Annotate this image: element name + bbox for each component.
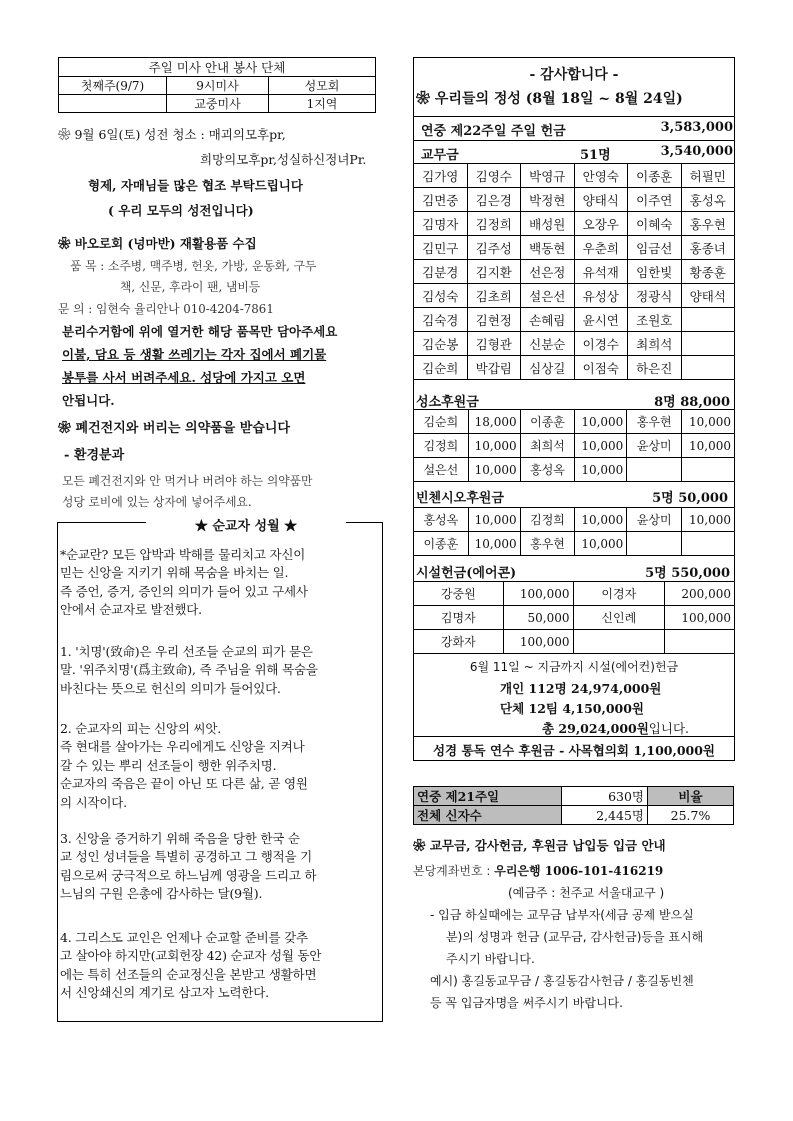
recycle-note4: 안됩니다. bbox=[62, 393, 115, 408]
gyomu-name-cell bbox=[681, 308, 735, 332]
gyomu-name-cell: 김지환 bbox=[467, 260, 521, 284]
martyr-p3: 2. 순교자의 피는 신앙의 씨앗. 즉 현대를 살아가는 우리에게도 신앙을 지켜나 갈 수 있는 뿌리 선조들이 행한 위주치명. 순교자의 죽음은 끝이 아닌 또 다른 삶, 곧 영원 의 시작이다. bbox=[60, 721, 308, 810]
sunday-offering-label: 연중 제22주일 주일 헌금 bbox=[421, 124, 566, 139]
facility-summary-total: 총 29,024,000원입니다. bbox=[542, 721, 689, 736]
vincent-name: 윤상미 bbox=[627, 508, 682, 532]
gyomu-row bbox=[414, 164, 735, 188]
deposit-note3: 주시기 바랍니다. bbox=[446, 952, 535, 966]
sunday-offering-amount: 3,583,000 bbox=[660, 120, 733, 135]
vincent-label: 빈첸시오후원금 bbox=[416, 491, 504, 506]
gyomu-name-cell: 조원호 bbox=[628, 308, 682, 332]
martyr-p2: 1. '치명'(致命)은 우리 선조들 순교의 피가 묻은 말. '위주치명'(爲主致命), 즉 주님을 위해 목숨을 바친다는 뜻으로 헌신의 의미가 들어있다. bbox=[60, 644, 318, 696]
facility-label: 시설헌금(에어콘) bbox=[416, 566, 517, 581]
vincent-amount: 10,000 bbox=[575, 508, 627, 532]
attendance-table bbox=[413, 786, 734, 825]
vincent-row bbox=[414, 532, 735, 556]
seongso-name: 이종훈 bbox=[520, 410, 575, 434]
seongso-amount: 18,000 bbox=[468, 410, 520, 434]
deposit-holder: (예금주 : 천주교 서울대교구 ) bbox=[508, 886, 665, 900]
gyomu-name-cell: 이경수 bbox=[574, 332, 628, 356]
stat-count: 630명 bbox=[562, 787, 648, 806]
gyomu-name-cell: 김초희 bbox=[467, 284, 521, 308]
seongso-name: 홍성옥 bbox=[520, 458, 575, 482]
seongso-name: 홍우현 bbox=[627, 410, 682, 434]
seongso-table bbox=[413, 409, 735, 482]
gyomu-row bbox=[414, 236, 735, 260]
vincent-total: 5명 50,000 bbox=[652, 491, 728, 506]
gyomu-name-cell: 김주성 bbox=[467, 236, 521, 260]
battery-line2: 성당 로비에 있는 상자에 넣어주세요. bbox=[62, 495, 252, 509]
bible-donation: 성경 통독 연수 후원금 - 사목협의회 1,100,000원 bbox=[432, 743, 715, 758]
seongso-amount: 10,000 bbox=[468, 434, 520, 458]
vincent-table bbox=[413, 507, 735, 556]
facility-name: 강화자 bbox=[414, 630, 504, 654]
mass-week bbox=[59, 95, 167, 113]
recycle-items: 품 목 : 소주병, 맥주병, 헌옷, 가방, 운동화, 구두 bbox=[70, 259, 317, 273]
mass-group: 1지역 bbox=[269, 95, 376, 113]
gyomu-name-cell: 신분순 bbox=[521, 332, 575, 356]
vincent-amount bbox=[682, 532, 735, 556]
gyomu-name-cell: 김성숙 bbox=[414, 284, 468, 308]
battery-title: ❀ 폐건전지와 버리는 의약품을 받습니다 bbox=[58, 421, 291, 436]
seongso-name: 설은선 bbox=[414, 458, 469, 482]
gyomu-name-cell: 홍종녀 bbox=[681, 236, 735, 260]
vincent-row bbox=[414, 508, 735, 532]
gyomu-amount: 3,540,000 bbox=[660, 144, 733, 159]
facility-summary-individual: 개인 112명 24,974,000원 bbox=[500, 681, 662, 696]
seongso-amount: 10,000 bbox=[682, 410, 735, 434]
gyomu-name-cell: 홍우현 bbox=[681, 212, 735, 236]
facility-summary-group: 단체 12팀 4,150,000원 bbox=[500, 701, 644, 716]
vincent-name: 홍우현 bbox=[520, 532, 575, 556]
gyomu-name-cell: 김명자 bbox=[414, 212, 468, 236]
gyomu-row bbox=[414, 284, 735, 308]
facility-amount: 100,000 bbox=[503, 582, 573, 606]
thanks-period: ❀ 우리들의 정성 (8월 18일 ~ 8월 24일) bbox=[416, 91, 683, 107]
recycle-note1: 분리수거함에 위에 열거한 해당 품목만 담아주세요 bbox=[62, 324, 338, 339]
deposit-account: 본당계좌번호 : 우리은행 1006-101-416219 bbox=[413, 864, 664, 878]
deposit-example: 예시) 홍길동교무금 / 홍길동감사헌금 / 홍길동빈첸 bbox=[430, 974, 694, 988]
stat-label: 연중 제21주일 bbox=[414, 787, 562, 806]
seongso-amount: 10,000 bbox=[575, 410, 627, 434]
gyomu-name-cell: 하은진 bbox=[628, 356, 682, 380]
gyomu-name-cell: 김분경 bbox=[414, 260, 468, 284]
gyomu-name-cell: 임한빛 bbox=[628, 260, 682, 284]
gyomu-name-cell: 유석재 bbox=[574, 260, 628, 284]
facility-total: 5명 550,000 bbox=[645, 566, 730, 581]
gyomu-name-cell: 이주연 bbox=[628, 188, 682, 212]
recycle-items-cont: 책, 신문, 후라이 팬, 냄비등 bbox=[120, 280, 261, 294]
gyomu-name-cell: 선은정 bbox=[521, 260, 575, 284]
seongso-label: 성소후원금 bbox=[416, 395, 479, 410]
gyomu-row bbox=[414, 308, 735, 332]
gyomu-name-cell: 김현정 bbox=[467, 308, 521, 332]
gyomu-name-cell: 김숙경 bbox=[414, 308, 468, 332]
mass-week: 첫째주(9/7) bbox=[59, 77, 167, 95]
seongso-row bbox=[414, 410, 735, 434]
mass-table-title: 주일 미사 안내 봉사 단체 bbox=[59, 58, 376, 77]
vincent-name: 김정희 bbox=[520, 508, 575, 532]
gyomu-name-cell: 김은경 bbox=[467, 188, 521, 212]
facility-row bbox=[414, 630, 735, 654]
gyomu-name-cell: 홍성옥 bbox=[681, 188, 735, 212]
facility-summary-title: 6월 11일 ~ 지금까지 시설(에어컨)헌금 bbox=[469, 660, 679, 674]
thanks-header: - 감사합니다 - bbox=[529, 67, 619, 83]
martyr-p1: *순교란? 모든 압박과 박해를 물리치고 자신이 믿는 신앙을 지키기 위해 목숨을 바치는 일. 즉 증언, 증거, 증인의 의미가 들어 있고 구세사 안에서 순교자로 발전했다. bbox=[60, 547, 308, 618]
gyomu-name-cell: 황종훈 bbox=[681, 260, 735, 284]
gyomu-name-cell: 박정현 bbox=[521, 188, 575, 212]
seongso-row bbox=[414, 458, 735, 482]
seongso-amount: 10,000 bbox=[468, 458, 520, 482]
facility-name: 이경자 bbox=[573, 582, 665, 606]
gyomu-name-cell: 최희석 bbox=[628, 332, 682, 356]
gyomu-name-cell: 우춘희 bbox=[574, 236, 628, 260]
vincent-name bbox=[627, 532, 682, 556]
battery-dept: - 환경분과 bbox=[64, 448, 125, 463]
gyomu-name-cell: 임금선 bbox=[628, 236, 682, 260]
stat-ratio: 25.7% bbox=[648, 806, 734, 825]
gyomu-name-cell: 오장우 bbox=[574, 212, 628, 236]
facility-amount: 200,000 bbox=[665, 582, 735, 606]
seongso-total: 8명 88,000 bbox=[654, 395, 730, 410]
gyomu-name-cell: 김순봉 bbox=[414, 332, 468, 356]
seongso-name bbox=[627, 458, 682, 482]
gyomu-name-cell: 배성원 bbox=[521, 212, 575, 236]
seongso-name: 윤상미 bbox=[627, 434, 682, 458]
battery-line1: 모든 폐건전지와 안 먹거나 버려야 하는 의약품만 bbox=[62, 474, 313, 488]
cleaning-request: 형제, 자매님들 많은 협조 부탁드립니다 bbox=[88, 178, 303, 193]
seongso-amount: 10,000 bbox=[575, 434, 627, 458]
gyomu-name-cell: 심상길 bbox=[521, 356, 575, 380]
cleaning-line2: 희망의모후pr,성실하신정녀Pr. bbox=[200, 152, 367, 167]
recycle-contact: 문 의 : 임현숙 율리안나 010-4204-7861 bbox=[58, 302, 274, 316]
gyomu-name-cell: 박영규 bbox=[521, 164, 575, 188]
seongso-amount: 10,000 bbox=[575, 458, 627, 482]
facility-name: 김명자 bbox=[414, 606, 504, 630]
gyomu-name-cell: 양태석 bbox=[681, 284, 735, 308]
gyomu-name-cell bbox=[681, 332, 735, 356]
gyomu-name-cell bbox=[681, 356, 735, 380]
gyomu-name-cell: 손혜림 bbox=[521, 308, 575, 332]
gyomu-name-cell: 설은선 bbox=[521, 284, 575, 308]
gyomu-name-cell: 김형관 bbox=[467, 332, 521, 356]
stat-label: 전체 신자수 bbox=[414, 806, 562, 825]
gyomu-row bbox=[414, 188, 735, 212]
recycle-note2: 이불, 담요 등 생활 쓰레기는 각자 집에서 폐기물 bbox=[62, 347, 327, 362]
deposit-note1: - 입금 하실때에는 교무금 납부자(세금 공제 받으실 bbox=[430, 908, 694, 922]
facility-name bbox=[573, 630, 665, 654]
seongso-amount: 10,000 bbox=[682, 434, 735, 458]
facility-table bbox=[413, 581, 735, 654]
facility-amount: 100,000 bbox=[503, 630, 573, 654]
gyomu-names-table bbox=[413, 163, 735, 380]
cleaning-line1: ❀ 9월 6일(토) 성전 청소 : 매괴의모후pr, bbox=[58, 127, 286, 142]
vincent-name: 이종훈 bbox=[414, 532, 469, 556]
gyomu-row bbox=[414, 356, 735, 380]
vincent-name: 홍성옥 bbox=[414, 508, 469, 532]
mass-schedule-table bbox=[58, 57, 376, 113]
facility-amount bbox=[665, 630, 735, 654]
gyomu-row bbox=[414, 212, 735, 236]
recycle-title: ❀ 바오로회 (넝마반) 재활용품 수집 bbox=[58, 236, 257, 251]
gyomu-name-cell: 김면중 bbox=[414, 188, 468, 212]
gyomu-label: 교무금 bbox=[421, 148, 459, 163]
gyomu-name-cell: 양태식 bbox=[574, 188, 628, 212]
martyr-p5: 4. 그리스도 교인은 언제나 순교할 준비를 갖추 고 살아야 하지만(교회헌장 42) 순교자 성월 동안 에는 특히 선조들의 순교정신을 본받고 생활하면 서 신앙쇄신의 계기로 삼고자 노력한다. bbox=[60, 930, 322, 1001]
vincent-amount: 10,000 bbox=[468, 508, 520, 532]
mass-time: 9시미사 bbox=[167, 77, 269, 95]
facility-name: 강중원 bbox=[414, 582, 504, 606]
stat-count: 2,445명 bbox=[562, 806, 648, 825]
gyomu-row bbox=[414, 332, 735, 356]
facility-amount: 100,000 bbox=[665, 606, 735, 630]
seongso-amount bbox=[682, 458, 735, 482]
gyomu-name-cell: 이점숙 bbox=[574, 356, 628, 380]
facility-name: 신인례 bbox=[573, 606, 665, 630]
vincent-amount: 10,000 bbox=[682, 508, 735, 532]
gyomu-name-cell: 윤시연 bbox=[574, 308, 628, 332]
deposit-note2: 분)의 성명과 헌금 (교무금, 감사헌금)등을 표시해 bbox=[446, 930, 704, 944]
gyomu-name-cell: 백동현 bbox=[521, 236, 575, 260]
deposit-title: ❀ 교무금, 감사헌금, 후원금 납입등 입금 안내 bbox=[413, 838, 666, 853]
vincent-amount: 10,000 bbox=[575, 532, 627, 556]
facility-row bbox=[414, 582, 735, 606]
mass-group: 성모회 bbox=[269, 77, 376, 95]
cleaning-note: ( 우리 모두의 성전입니다) bbox=[108, 203, 254, 218]
gyomu-name-cell: 김순희 bbox=[414, 356, 468, 380]
gyomu-name-cell: 이혜숙 bbox=[628, 212, 682, 236]
facility-row bbox=[414, 606, 735, 630]
gyomu-name-cell: 정광식 bbox=[628, 284, 682, 308]
gyomu-name-cell: 박갑림 bbox=[467, 356, 521, 380]
seongso-name: 김정희 bbox=[414, 434, 469, 458]
mass-time: 교중미사 bbox=[167, 95, 269, 113]
gyomu-name-cell: 김가영 bbox=[414, 164, 468, 188]
gyomu-count: 51명 bbox=[580, 148, 611, 163]
vincent-amount: 10,000 bbox=[468, 532, 520, 556]
seongso-name: 최희석 bbox=[520, 434, 575, 458]
stat-ratio-label: 비율 bbox=[648, 787, 734, 806]
gyomu-row bbox=[414, 260, 735, 284]
gyomu-name-cell: 허필민 bbox=[681, 164, 735, 188]
seongso-row bbox=[414, 434, 735, 458]
recycle-note3: 봉투를 사서 버려주세요. 성당에 가지고 오면 bbox=[62, 370, 306, 385]
gyomu-name-cell: 김민구 bbox=[414, 236, 468, 260]
seongso-name: 김순희 bbox=[414, 410, 469, 434]
martyr-p4: 3. 신앙을 증거하기 위해 죽음을 당한 한국 순 교 성인 성녀들을 특별히 공경하고 그 행적을 기 림으로써 궁극적으로 하느님께 영광을 드리고 하 느님의 구원 은총에 감사하는 달(9월). bbox=[60, 831, 317, 902]
gyomu-name-cell: 김정희 bbox=[467, 212, 521, 236]
gyomu-name-cell: 안영숙 bbox=[574, 164, 628, 188]
gyomu-name-cell: 김영수 bbox=[467, 164, 521, 188]
deposit-note5: 등 꼭 입금자명을 써주시기 바랍니다. bbox=[430, 996, 623, 1010]
martyr-title: ★ 순교자 성월 ★ bbox=[146, 515, 346, 533]
gyomu-name-cell: 유성상 bbox=[574, 284, 628, 308]
gyomu-name-cell: 이종훈 bbox=[628, 164, 682, 188]
facility-amount: 50,000 bbox=[503, 606, 573, 630]
